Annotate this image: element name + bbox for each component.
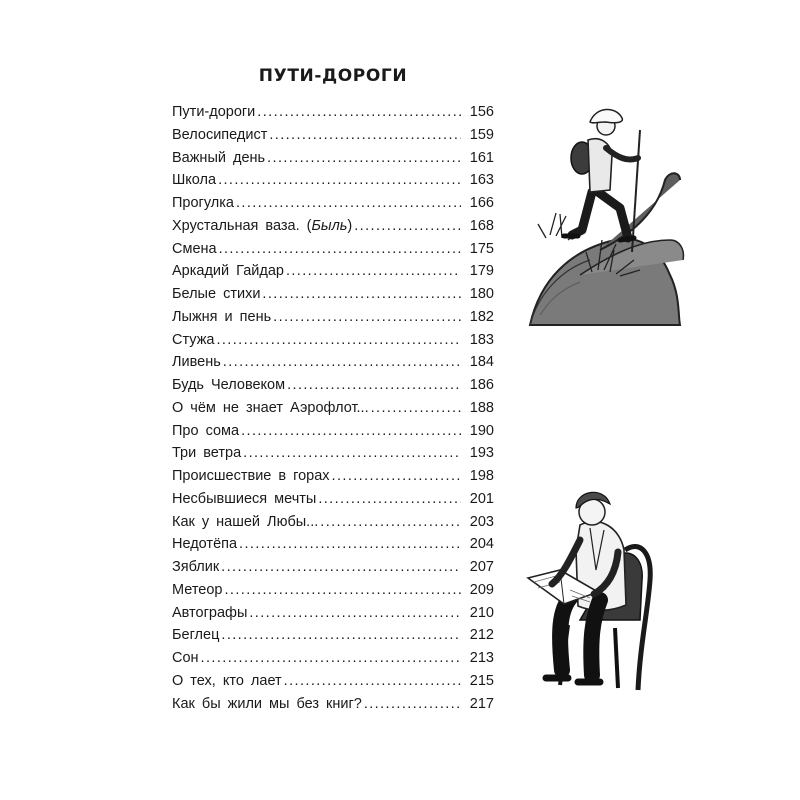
toc-entry [172, 351, 494, 374]
toc-page-number: 203 [469, 513, 494, 530]
toc-page-number: 215 [469, 672, 494, 689]
toc-page-number: 188 [469, 399, 494, 416]
toc-page-number: 182 [469, 308, 494, 325]
toc-entry [172, 124, 494, 147]
toc-leader-dots [273, 306, 461, 329]
toc-leader-dots [371, 397, 461, 420]
toc-entry-title: Стужа [172, 331, 215, 348]
toc-entry [172, 192, 494, 215]
toc-leader-dots [236, 192, 461, 215]
toc-page-number: 210 [469, 604, 494, 621]
toc-entry [172, 283, 494, 306]
toc-entry [172, 238, 494, 261]
toc-entry-title: Метеор [172, 581, 223, 598]
toc-entry [172, 488, 494, 511]
toc-page-number: 175 [469, 240, 494, 257]
toc-leader-dots [332, 465, 461, 488]
toc-leader-dots [221, 556, 461, 579]
toc-entry-title: Велосипедист [172, 126, 268, 143]
table-of-contents [172, 101, 494, 715]
toc-page-number: 207 [469, 559, 494, 575]
toc-entry-title: Как бы жили мы без книг? [172, 695, 362, 712]
toc-entry-title: Про сома [172, 422, 240, 439]
toc-page-number: 217 [469, 695, 494, 712]
section-title: ПУТИ-ДОРОГИ [258, 66, 408, 86]
toc-entry [172, 420, 494, 443]
toc-leader-dots [262, 283, 461, 306]
toc-leader-dots [287, 374, 461, 397]
toc-entry-title: О чём не знает Аэрофлот... [172, 399, 369, 416]
toc-entry-title: Прогулка [172, 195, 234, 211]
toc-page-number: 156 [469, 104, 494, 120]
toc-entry-title: Происшествие в горах [172, 468, 330, 484]
toc-entry-title: Три ветра [172, 445, 242, 462]
toc-entry [172, 670, 494, 693]
toc-entry-title: Недотёпа [172, 536, 238, 553]
toc-page-number: 198 [469, 468, 494, 484]
toc-entry [172, 306, 494, 329]
toc-leader-dots [354, 215, 461, 238]
toc-entry [172, 465, 494, 488]
toc-page-number: 161 [469, 149, 494, 166]
hiker-illustration [520, 100, 700, 330]
toc-leader-dots [269, 124, 461, 147]
toc-page-number: 159 [469, 126, 494, 143]
toc-page-number: 209 [469, 581, 494, 598]
toc-entry-title: Беглец [172, 627, 220, 644]
toc-entry [172, 442, 494, 465]
toc-entry [172, 215, 494, 238]
toc-leader-dots [257, 101, 461, 124]
toc-entry-title: Сон [172, 650, 199, 666]
toc-leader-dots [225, 579, 462, 602]
toc-page-number: 183 [469, 331, 494, 348]
toc-page-number: 201 [469, 490, 494, 507]
toc-entry [172, 624, 494, 647]
toc-leader-dots [218, 169, 461, 192]
toc-leader-dots [201, 647, 461, 670]
toc-entry [172, 579, 494, 602]
toc-entry [172, 101, 494, 124]
toc-page-number: 179 [469, 263, 494, 280]
toc-page-number: 186 [469, 377, 494, 393]
toc-page-number: 193 [469, 445, 494, 462]
toc-entry [172, 147, 494, 170]
toc-page-number: 163 [469, 172, 494, 189]
toc-entry [172, 511, 494, 534]
toc-entry-title: Белые стихи [172, 286, 261, 302]
toc-entry [172, 693, 494, 716]
toc-leader-dots [318, 488, 461, 511]
toc-entry-title: Ливень [172, 354, 221, 371]
toc-page-number: 213 [469, 650, 494, 666]
toc-entry [172, 329, 494, 352]
toc-leader-dots [221, 624, 461, 647]
toc-entry [172, 169, 494, 192]
toc-page-number: 184 [469, 354, 494, 371]
toc-entry-title: Зяблик [172, 559, 220, 575]
toc-page-number: 190 [469, 422, 494, 439]
toc-entry-note: Быль [311, 217, 348, 234]
toc-leader-dots [219, 238, 461, 261]
toc-entry [172, 397, 494, 420]
toc-entry [172, 602, 494, 625]
toc-leader-dots [241, 420, 461, 443]
toc-entry-title: Аркадий Гайдар [172, 263, 284, 280]
toc-page-number: 212 [469, 627, 494, 644]
toc-entry-title: Смена [172, 240, 217, 257]
toc-entry-title: О тех, кто лает [172, 672, 282, 689]
toc-leader-dots [364, 693, 461, 716]
toc-entry-title: Несбывшиеся мечты [172, 490, 317, 507]
toc-leader-dots [284, 670, 461, 693]
toc-entry [172, 533, 494, 556]
toc-leader-dots [320, 511, 461, 534]
toc-page-number: 166 [469, 195, 494, 211]
toc-leader-dots [239, 533, 461, 556]
reading-boy-illustration [520, 480, 670, 695]
toc-leader-dots [267, 147, 461, 170]
toc-leader-dots [223, 351, 461, 374]
toc-page-number: 204 [469, 536, 494, 553]
toc-leader-dots [286, 260, 461, 283]
toc-entry-title: Школа [172, 172, 217, 189]
toc-entry-title: Как у нашей Любы... [172, 513, 319, 530]
toc-entry-title: Автографы [172, 604, 248, 621]
toc-entry [172, 647, 494, 670]
toc-leader-dots [216, 329, 461, 352]
toc-entry-title: Хрустальная ваза. (Быль) [172, 217, 353, 234]
toc-page-number: 180 [469, 286, 494, 302]
toc-entry [172, 556, 494, 579]
toc-entry [172, 260, 494, 283]
toc-entry-title: Пути-дороги [172, 104, 256, 120]
toc-leader-dots [243, 442, 461, 465]
toc-entry-title: Важный день [172, 149, 266, 166]
toc-entry [172, 374, 494, 397]
toc-entry-title: Лыжня и пень [172, 308, 272, 325]
toc-page-number: 168 [469, 217, 494, 234]
toc-entry-title: Будь Человеком [172, 377, 286, 393]
toc-leader-dots [249, 602, 461, 625]
